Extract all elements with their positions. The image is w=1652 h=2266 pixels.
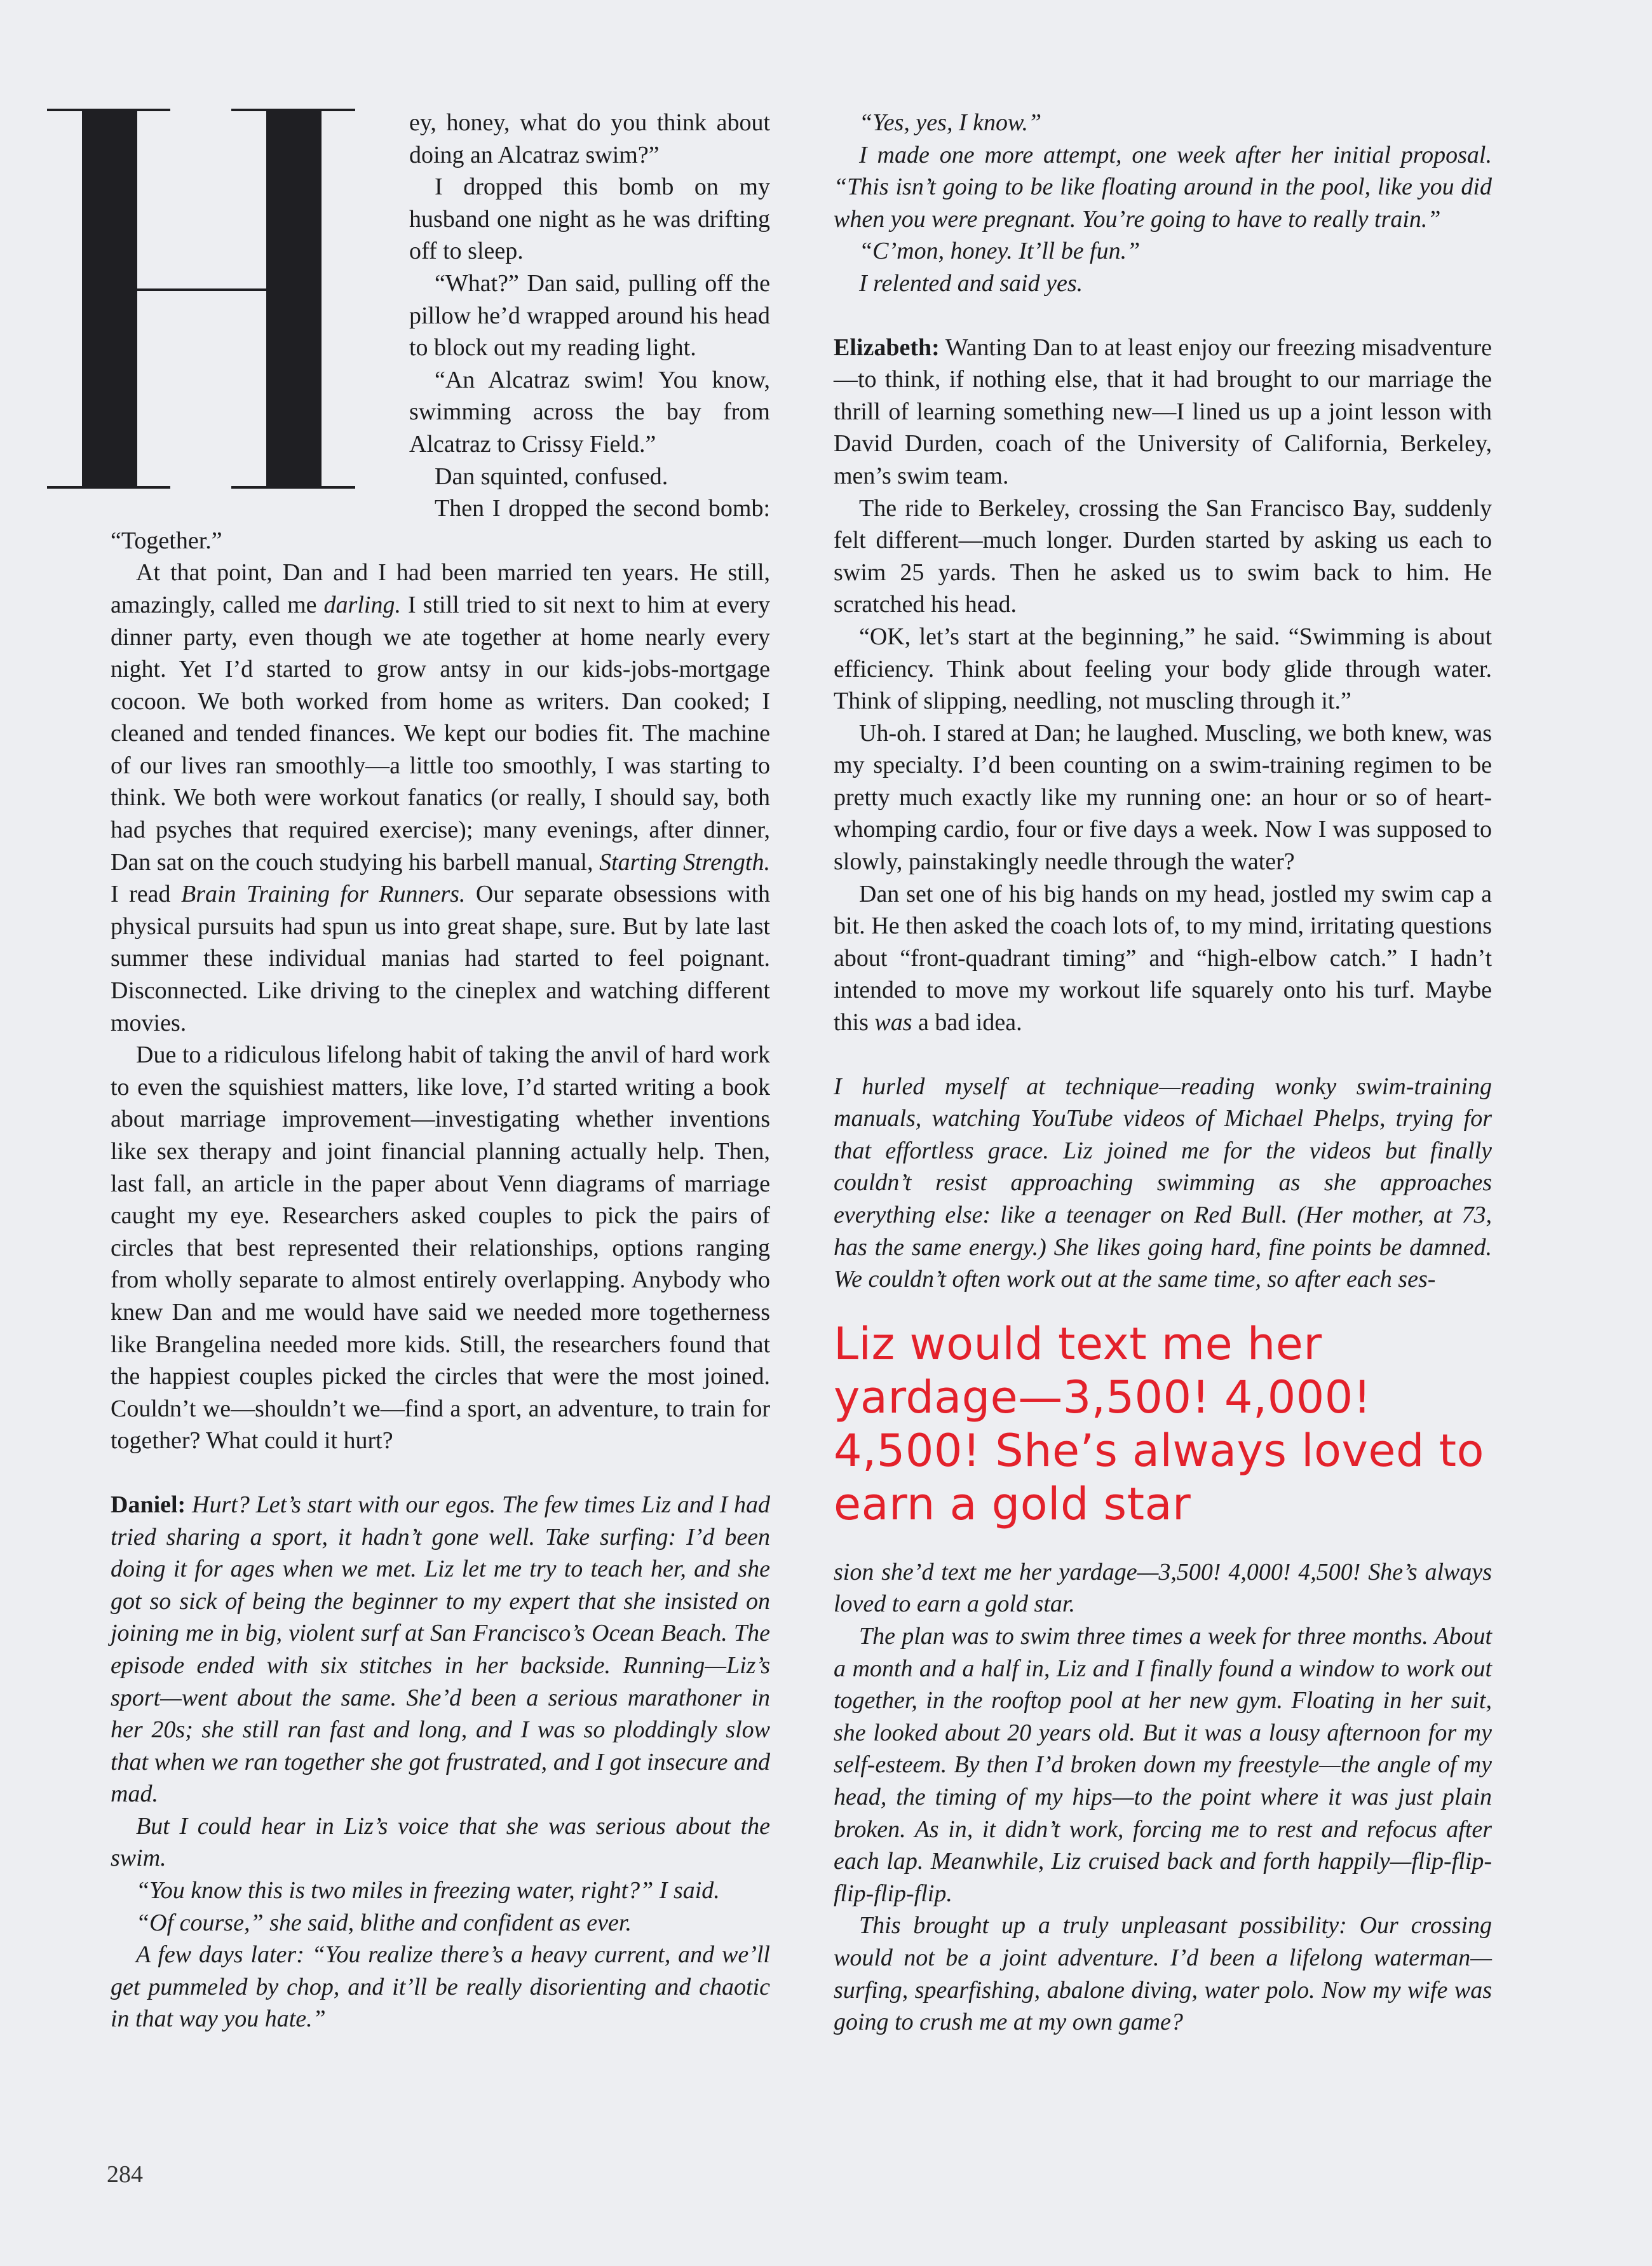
paragraph: I relented and said yes. — [859, 269, 1083, 297]
paragraph: But I could hear in Liz’s voice that she was serious about the swim. — [111, 1812, 770, 1872]
drop-cap — [47, 107, 391, 499]
paragraph: I dropped this bomb on my husband one night as he was drifting off to sleep. — [409, 173, 770, 265]
paragraph: Then I dropped the second bomb: “Together.” — [111, 495, 770, 554]
paragraph: The ride to Berkeley, crossing the San Francisco Bay, suddenly felt different—much longer. Durden started by asking us each to swim 25 yards. Then he asked us to swim back to him. He scratched his head. — [834, 494, 1492, 618]
paragraph: I made one more attempt, one week after her initial proposal. “This isn’t going to be like floating around in the pool, like you did when you were pregnant. You’re going to have to really train.” — [834, 141, 1492, 233]
paragraph: “What?” Dan said, pulling off the pillow he’d wrapped around his head to block out my reading light. — [409, 269, 770, 362]
right-column — [834, 107, 1492, 2039]
paragraph: Dan squinted, confused. — [435, 463, 668, 490]
paragraph: ey, honey, what do you think about doing an Alcatraz swim?” — [409, 109, 770, 168]
paragraph: “OK, let’s start at the beginning,” he said. “Swimming is about efficiency. Think about feeling your body glide through water. Think of slipping, needling, not muscling through it.” — [834, 623, 1492, 715]
paragraph: Due to a ridiculous lifelong habit of taking the anvil of hard work to even the squishiest matters, like love, I’d started writing a book about marriage improvement—investigating whether inventions like sex therapy and joint financial planning actually help. Then, last fall, an article in the paper about Venn diagrams of marriage caught my eye. Researchers asked couples to pick the pairs of circles that best represented their relationships, options ranging from wholly separate to almost entirely overlapping. Anybody who knew Dan and me would have said we needed more togetherness like Brangelina needed more kids. Still, the researchers found that the happiest couples picked the circles that were the most joined. Couldn’t we—shouldn’t we—find a sport, an adventure, to train for together? What could it hurt? — [111, 1041, 770, 1455]
paragraph: “Yes, yes, I know.” — [859, 109, 1042, 136]
paragraph: The plan was to swim three times a week for three months. About a month and a half in, Liz and I finally found a window to work out together, in the rooftop pool at her new gym. Floating in her suit, she looked about 20 years old. But it was a lousy afternoon for my self-esteem. By then I’d broken down my freestyle—the angle of my head, the timing of my hips—to the point where it was just plain broken. As in, it didn’t work, forcing me to rest and refocus after each lap. Meanwhile, Liz cruised back and forth happily—flip-flip-flip-flip-flip. — [834, 1622, 1492, 1907]
speaker-paragraph-elizabeth: Elizabeth: Wanting Dan to at least enjoy our freezing misadventure—to think, if nothing else, that it had brought to our marriage the thrill of learning something new—I lined us up a joint lesson with David Durden, coach of the University of California, Berkeley, men’s swim team. — [834, 334, 1492, 489]
speaker-label: Daniel: — [111, 1491, 186, 1518]
paragraph: “You know this is two miles in freezing water, right?” I said. — [136, 1877, 720, 1904]
paragraph: A few days later: “You realize there’s a heavy current, and we’ll get pummeled by chop, and it’ll be really disorienting and chaotic in that way you hate.” — [111, 1941, 770, 2033]
paragraph: I hurled myself at technique—reading wonky swim-training manuals, watching YouTube videos of Michael Phelps, trying for that effortless grace. Liz joined me for the videos but finally couldn’t resist approaching swimming as she approaches everything else: like a teenager on Red Bull. (Her mother, at 73, has the same energy.) She likes going hard, fine points be damned. We couldn’t often work out at the same time, so after each ses- — [834, 1073, 1492, 1293]
paragraph: This brought up a truly unpleasant possibility: Our crossing would not be a joint adventure. I’d been a lifelong waterman—surfing, spearfishing, abalone diving, water polo. Now my wife was going to crush me at my own game? — [834, 1912, 1492, 2036]
left-column — [111, 107, 770, 2035]
paragraph: At that point, Dan and I had been married ten years. He still, amazingly, called me darling. I still tried to sit next to him at every dinner party, even though we ate together at home nearly every night. Yet I’d started to grow antsy in our kids-jobs-mortgage cocoon. We both worked from home as writers. Dan cooked; I cleaned and tended finances. We kept our bodies fit. The machine of our lives ran smoothly—a little too smoothly, I was starting to think. We both were workout fanatics (or really, I should say, both had psyches that required exercise); many evenings, after dinner, Dan sat on the couch studying his barbell manual, Starting Strength. I read Brain Training for Runners. Our separate obsessions with physical pursuits had spun us into great shape, sure. But by late last summer these individual manias had started to feel poignant. Disconnected. Like driving to the cineplex and watching different movies. — [111, 559, 771, 1036]
paragraph: sion she’d text me her yardage—3,500! 4,000! 4,500! She’s always loved to earn a gold star. — [834, 1558, 1492, 1618]
speaker-label: Elizabeth: — [834, 334, 940, 361]
paragraph: Uh-oh. I stared at Dan; he laughed. Muscling, we both knew, was my specialty. I’d been counting on a swim-training regimen to be pretty much exactly like my running one: an hour or so of heart-whomping cardio, four or five days a week. Now I was supposed to slowly, painstakingly needle through the water? — [834, 719, 1492, 876]
paragraph: “An Alcatraz swim! You know, swimming across the bay from Alcatraz to Crissy Field.” — [409, 366, 770, 458]
speaker-paragraph-daniel: Daniel: Hurt? Let’s start with our egos. The few times Liz and I had tried sharing a sport, it hadn’t gone well. Take surfing: I’d been doing it for ages when we met. Liz let me try to teach her, and she got so sick of being the beginner to my expert that she insisted on joining me in big, violent surf at San Francisco’s Ocean Beach. The episode ended with six stitches in her backside. Running—Liz’s sport—went about the same. She’d been a serious marathoner in her 20s; she still ran fast and long, and I was so ploddingly slow that when we ran together she got frustrated, and I got insecure and mad. — [111, 1491, 770, 1808]
pull-quote: Liz would text me her yardage—3,500! 4,000! 4,500! She’s always loved to earn a gold star — [834, 1317, 1484, 1530]
paragraph: Dan set one of his big hands on my head, jostled my swim cap a bit. He then asked the coach lots of, to my mind, irritating questions about “front-quadrant timing” and “high-elbow catch.” I hadn’t intended to move my workout life squarely onto his turf. Maybe this was a bad idea. — [834, 880, 1492, 1036]
drop-cap-h-glyph — [47, 107, 391, 499]
paragraph: “Of course,” she said, blithe and confident as ever. — [136, 1909, 632, 1936]
paragraph: “C’mon, honey. It’ll be fun.” — [859, 238, 1141, 265]
page-number: 284 — [107, 2161, 143, 2188]
